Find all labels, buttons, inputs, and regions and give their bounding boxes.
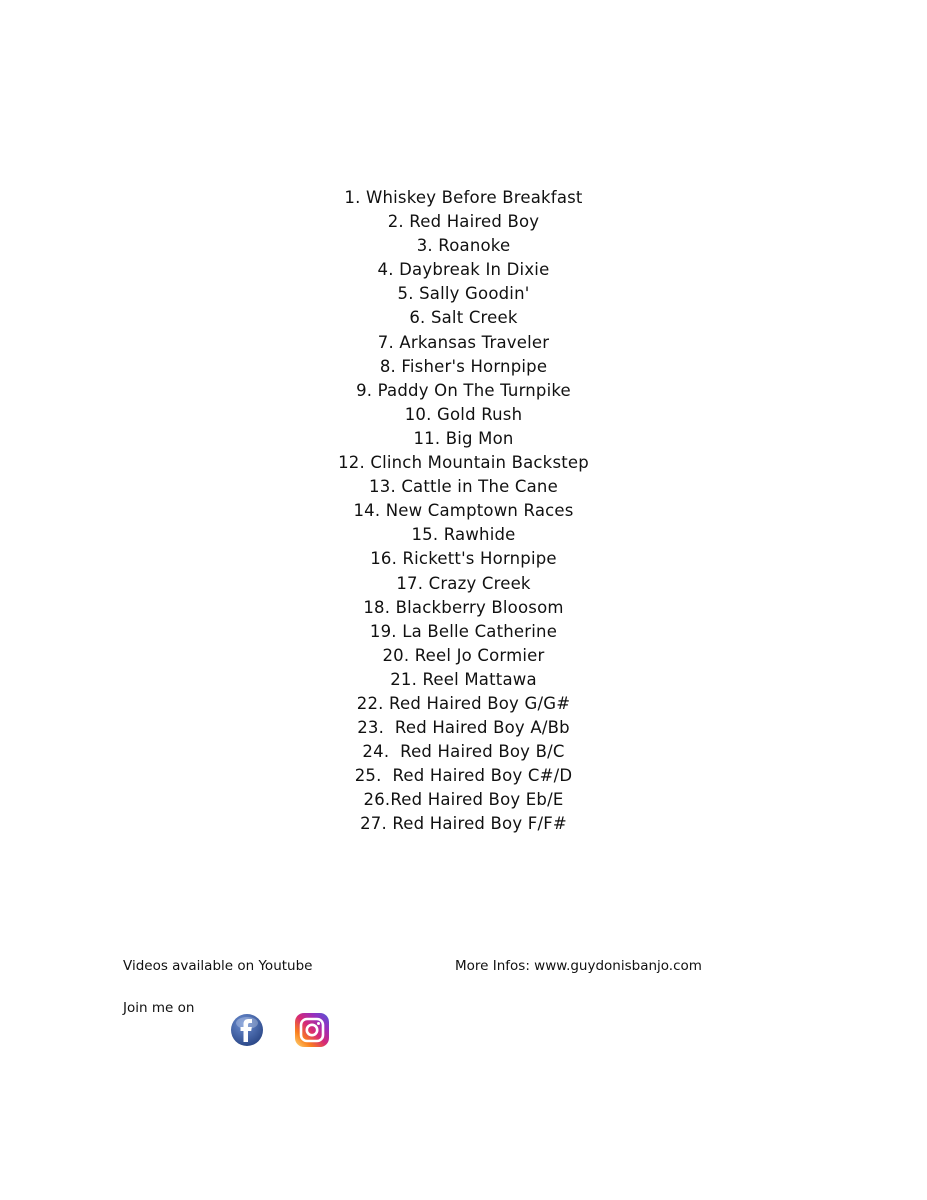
track-item: 5. Sally Goodin' (397, 284, 530, 304)
track-item: 27. Red Haired Boy F/F# (360, 814, 567, 834)
track-item: 6. Salt Creek (409, 308, 518, 328)
join-label: Join me on (123, 1000, 195, 1016)
track-item: 19. La Belle Catherine (369, 621, 558, 641)
track-list (0, 186, 927, 837)
track-item: 26.Red Haired Boy Eb/E (363, 790, 564, 810)
track-item: 17. Crazy Creek (396, 573, 531, 593)
track-item: 24. Red Haired Boy B/C (362, 742, 565, 762)
instagram-icon[interactable] (294, 1012, 330, 1048)
track-item: 13. Cattle in The Cane (369, 477, 558, 497)
track-item: 22. Red Haired Boy G/G# (356, 693, 571, 713)
videos-note: Videos available on Youtube (123, 958, 313, 974)
facebook-icon[interactable] (229, 1012, 265, 1048)
track-item: 14. New Camptown Races (353, 501, 574, 521)
track-item: 16. Rickett's Hornpipe (370, 549, 557, 569)
track-item: 2. Red Haired Boy (387, 212, 540, 232)
track-item: 8. Fisher's Hornpipe (379, 356, 548, 376)
track-item: 21. Reel Mattawa (390, 669, 537, 689)
more-infos-link[interactable]: More Infos: www.guydonisbanjo.com (455, 958, 702, 974)
track-item: 4. Daybreak In Dixie (377, 260, 550, 280)
track-item: 3. Roanoke (416, 236, 511, 256)
track-item: 1. Whiskey Before Breakfast (344, 188, 583, 207)
track-item: 9. Paddy On The Turnpike (356, 380, 571, 400)
track-item: 10. Gold Rush (404, 404, 523, 424)
track-item: 25. Red Haired Boy C#/D (354, 766, 573, 786)
track-item: 15. Rawhide (411, 525, 516, 545)
track-item: 23. Red Haired Boy A/Bb (357, 718, 570, 738)
track-item: 12. Clinch Mountain Backstep (338, 453, 589, 473)
track-item: 18. Blackberry Bloosom (363, 597, 564, 617)
track-item: 20. Reel Jo Cormier (382, 645, 545, 665)
track-item: 7. Arkansas Traveler (377, 332, 550, 352)
track-item: 11. Big Mon (413, 428, 514, 448)
